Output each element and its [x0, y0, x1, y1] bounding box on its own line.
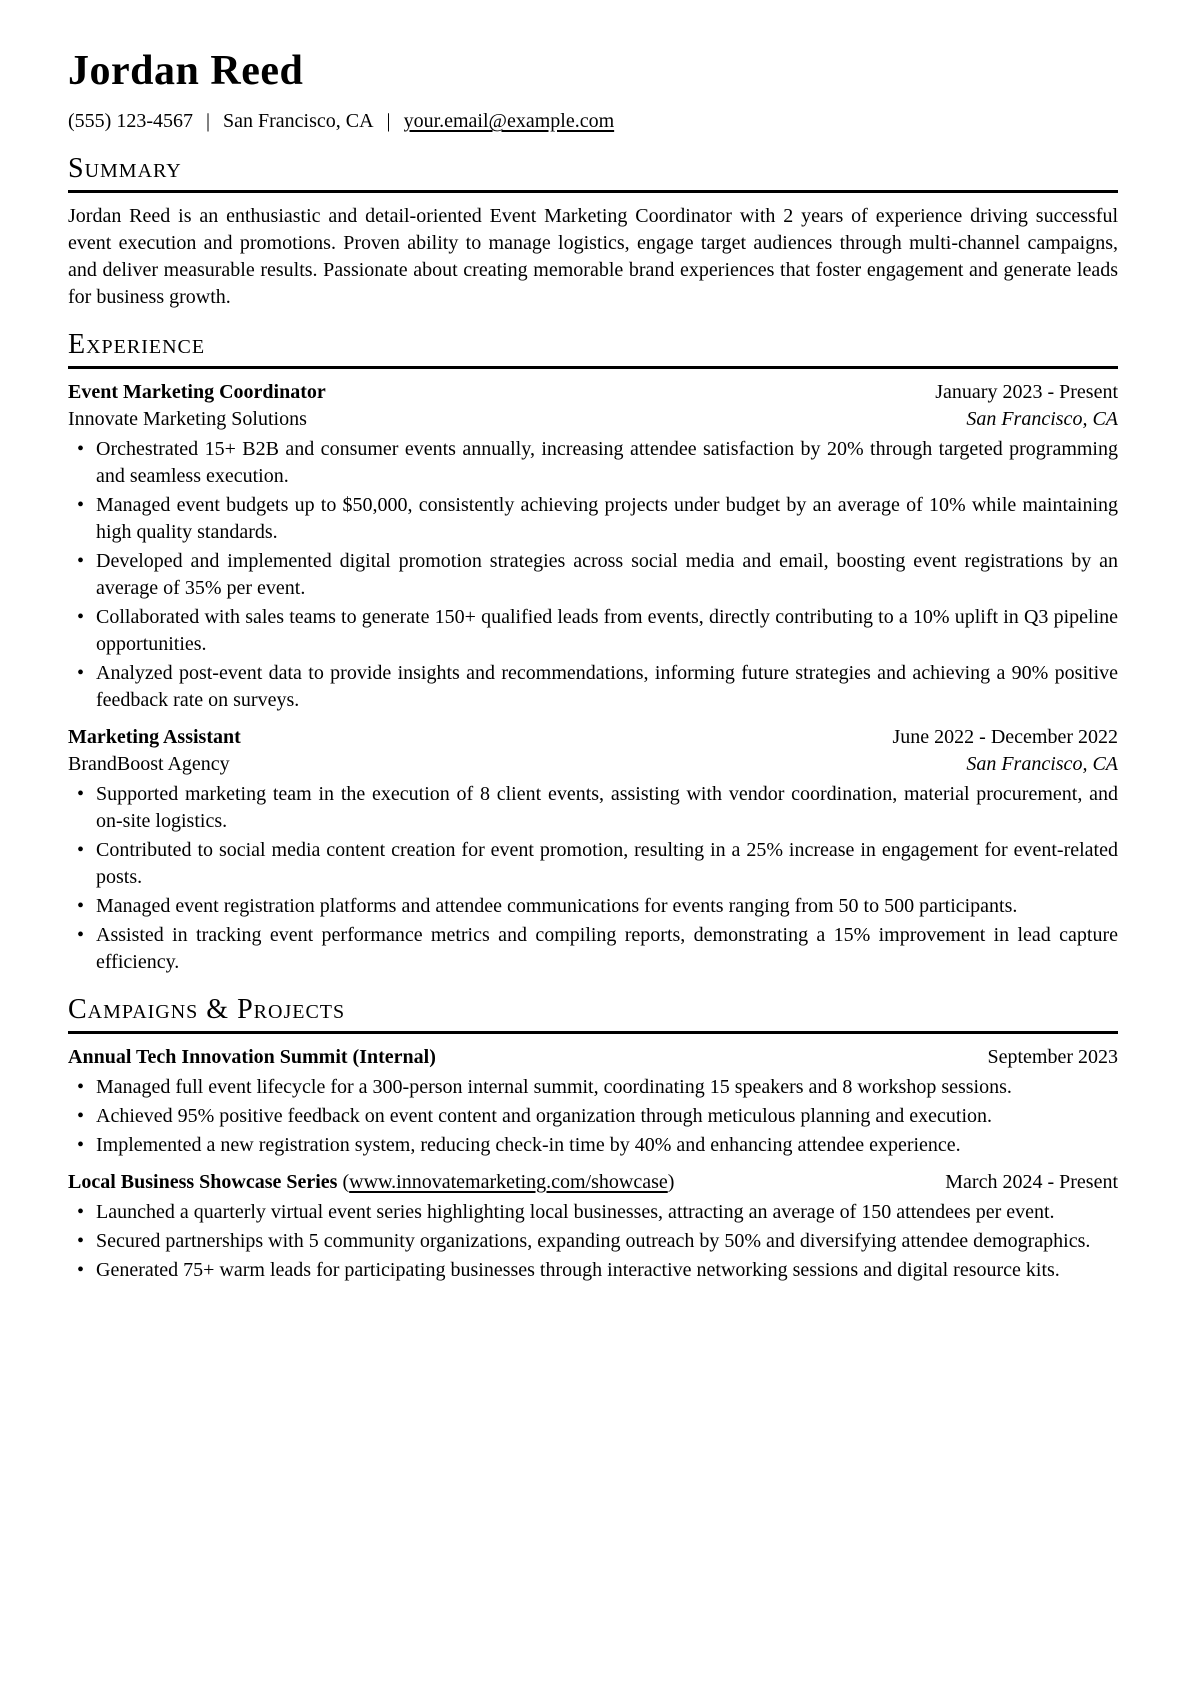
- experience-entry-1: [68, 379, 1118, 714]
- bullet-item: • Launched a quarterly virtual event series highlighting local businesses, attracting an average of 150 attendees per event.: [68, 1199, 1118, 1226]
- section-projects: [68, 994, 1118, 1284]
- entry-subtitle-row: [68, 406, 1118, 433]
- bullet-item: • Developed and implemented digital promotion strategies across social media and email, boosting event registrations by an average of 35% per event.: [68, 548, 1118, 602]
- experience-entry-2: [68, 724, 1118, 976]
- project-title: Annual Tech Innovation Summit (Internal): [68, 1046, 436, 1068]
- job-location: San Francisco, CA: [966, 408, 1118, 430]
- entry-title-row: [68, 1044, 1118, 1071]
- job-bullet-list: [68, 436, 1118, 714]
- summary-text: Jordan Reed is an enthusiastic and detail-oriented Event Marketing Coordinator with 2 years of experience driving successful event execution and promotions. Proven ability to manage logistics, engage target audiences through multi-channel campaigns, and deliver measurable results. Passionate about creating memorable brand experiences that foster engagement and generate leads for business growth.: [68, 205, 1118, 308]
- entry-title-row: [68, 1169, 1118, 1196]
- email-link[interactable]: your.email@example.com: [403, 110, 615, 132]
- contact-separator: |: [205, 110, 210, 132]
- bullet-item: • Collaborated with sales teams to generate 150+ qualified leads from events, directly contributing to a 10% uplift in Q3 pipeline opportunities.: [68, 604, 1118, 658]
- section-heading-projects: Campaigns & Projects: [68, 994, 1118, 1034]
- entry-title-row: [68, 379, 1118, 406]
- bullet-item: • Managed event registration platforms and attendee communications for events ranging from 50 to 500 participants.: [68, 893, 1118, 920]
- entry-title-row: [68, 724, 1118, 751]
- project-bullet-list: [68, 1074, 1118, 1159]
- section-experience: [68, 329, 1118, 976]
- entry-subtitle-row: [68, 751, 1118, 778]
- job-location: San Francisco, CA: [966, 753, 1118, 775]
- section-heading-experience: Experience: [68, 329, 1118, 369]
- bullet-item: • Managed event budgets up to $50,000, consistently achieving projects under budget by an average of 10% while maintaining high quality standards.: [68, 492, 1118, 546]
- job-title: Event Marketing Coordinator: [68, 381, 326, 403]
- section-heading-summary: Summary: [68, 153, 1118, 193]
- job-bullet-list: [68, 781, 1118, 976]
- job-dates: June 2022 - December 2022: [892, 726, 1118, 748]
- company-name: BrandBoost Agency: [68, 753, 230, 775]
- project-title-wrap: [68, 1169, 674, 1196]
- project-dates: September 2023: [987, 1046, 1118, 1068]
- resume-header: [68, 48, 1118, 135]
- bullet-item: • Assisted in tracking event performance metrics and compiling reports, demonstrating a 15% improvement in lead capture efficiency.: [68, 922, 1118, 976]
- bullet-item: • Contributed to social media content creation for event promotion, resulting in a 25% increase in engagement for event-related posts.: [68, 837, 1118, 891]
- project-entry-2: [68, 1169, 1118, 1284]
- project-link-wrap: [342, 1171, 674, 1193]
- contact-line: [68, 108, 1118, 135]
- bullet-item: • Orchestrated 15+ B2B and consumer events annually, increasing attendee satisfaction by 20% through targeted programming and seamless execution.: [68, 436, 1118, 490]
- bullet-item: • Achieved 95% positive feedback on event content and organization through meticulous planning and execution.: [68, 1103, 1118, 1130]
- person-name: Jordan Reed: [68, 48, 304, 94]
- job-title: Marketing Assistant: [68, 726, 241, 748]
- project-url-link[interactable]: www.innovatemarketing.com/showcase: [349, 1171, 668, 1193]
- bullet-item: • Managed full event lifecycle for a 300-person internal summit, coordinating 15 speakers and 8 workshop sessions.: [68, 1074, 1118, 1101]
- company-name: Innovate Marketing Solutions: [68, 408, 307, 430]
- location-text: San Francisco, CA: [223, 110, 374, 132]
- project-entry-1: [68, 1044, 1118, 1159]
- bullet-item: • Generated 75+ warm leads for participating businesses through interactive networking sessions and digital resource kits.: [68, 1257, 1118, 1284]
- bullet-item: • Supported marketing team in the execution of 8 client events, assisting with vendor coordination, material procurement, and on-site logistics.: [68, 781, 1118, 835]
- section-summary: [68, 153, 1118, 311]
- bullet-item: • Implemented a new registration system, reducing check-in time by 40% and enhancing attendee experience.: [68, 1132, 1118, 1159]
- project-bullet-list: [68, 1199, 1118, 1284]
- project-dates: March 2024 - Present: [945, 1171, 1118, 1193]
- bullet-item: • Analyzed post-event data to provide insights and recommendations, informing future strategies and achieving a 90% positive feedback rate on surveys.: [68, 660, 1118, 714]
- contact-separator: |: [386, 110, 391, 132]
- phone-number: (555) 123-4567: [68, 110, 193, 132]
- job-dates: January 2023 - Present: [935, 381, 1118, 403]
- project-title: Local Business Showcase Series: [68, 1171, 338, 1193]
- bullet-item: • Secured partnerships with 5 community organizations, expanding outreach by 50% and diversifying attendee demographics.: [68, 1228, 1118, 1255]
